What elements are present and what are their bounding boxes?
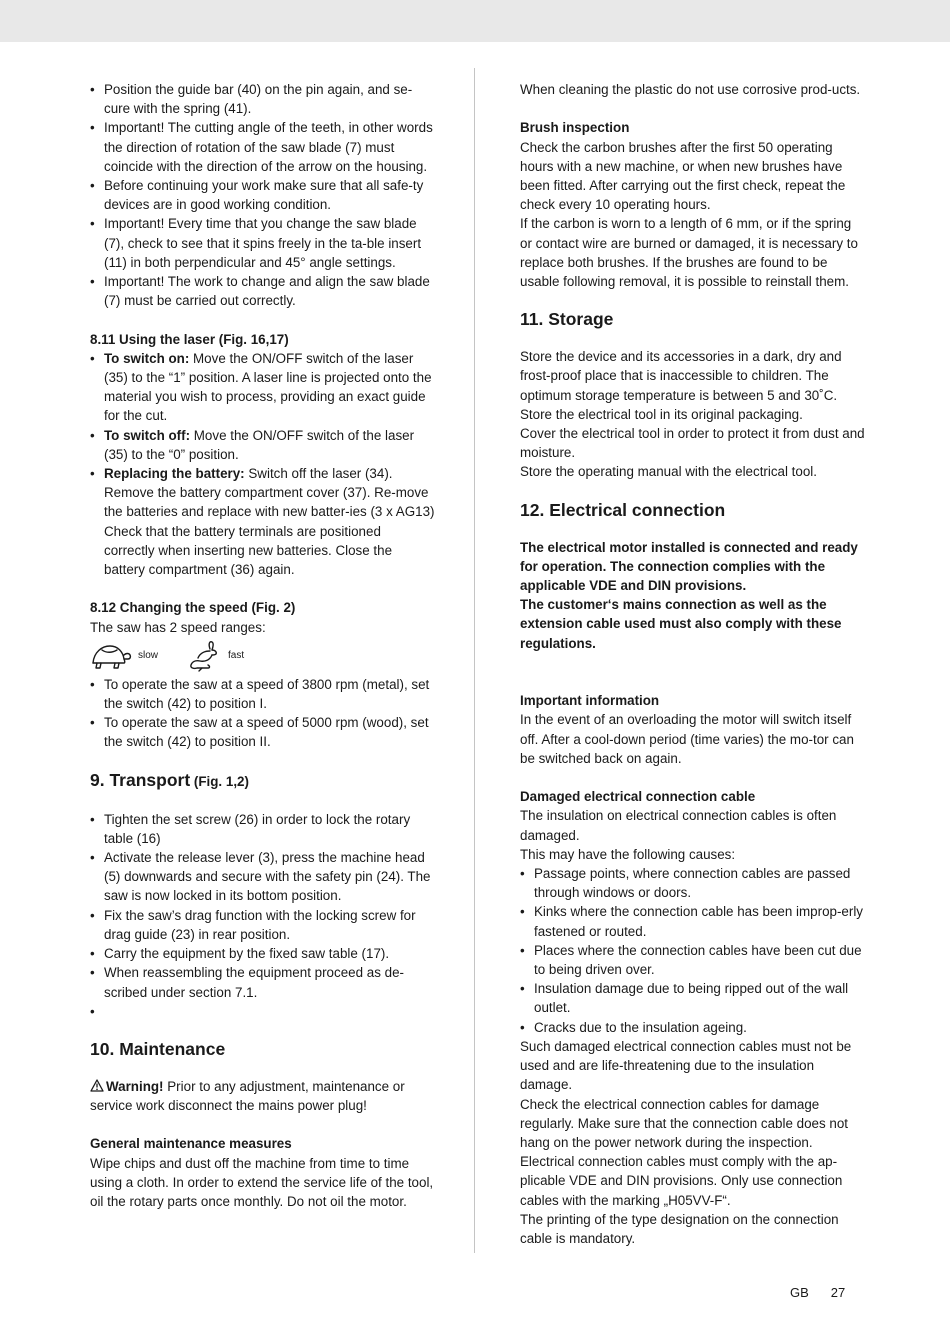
turtle-icon — [90, 641, 132, 671]
cleaning-text: When cleaning the plastic do not use corrosive prod-ucts. — [520, 82, 861, 97]
laser-item-label: To switch off: — [104, 427, 191, 443]
list-item: • Before continuing your work make sure that all safe-ty devices are in good working condition. — [90, 176, 435, 214]
list-item: • Activate the release lever (3), press the machine head (5) downwards and secure with the safety pin (24). The saw is now locked in its bottom position. — [90, 848, 435, 906]
transport-heading-fig: (Fig. 1,2) — [190, 773, 249, 789]
damaged-cable-heading: Damaged electrical connection cable — [520, 789, 756, 805]
right-column — [520, 80, 865, 1248]
language-code: GB — [790, 1285, 809, 1300]
warning-text: Prior to any adjustment, maintenance or service work disconnect the mains power plug! — [90, 1078, 405, 1114]
damaged-intro: This may have the following causes: — [520, 846, 736, 862]
laser-list — [90, 349, 435, 579]
blade-bullets — [90, 80, 435, 310]
storage-line: Cover the electrical tool in order to protect it from dust and moisture. — [520, 426, 865, 461]
transport-list — [90, 810, 435, 1021]
storage-heading: 11. Storage — [520, 309, 614, 330]
list-item: • Important! The cutting angle of the teeth, in other words the direction of rotation of the saw blade (7) must coincide with the direction of the arrow on the housing. — [90, 118, 435, 176]
damaged-text: Check the electrical connection cables for damage regularly. Make sure that the connection cable does not hang on the power network during the inspection. — [520, 1096, 849, 1150]
speed-list — [90, 675, 435, 752]
laser-heading: 8.11 Using the laser (Fig. 16,17) — [90, 331, 289, 347]
list-item: • When reassembling the equipment proceed as de-scribed under section 7.1. — [90, 963, 435, 1001]
storage-line: Store the device and its accessories in a dark, dry and frost-proof place that is inaccessible to children. The optimum storage temperature is between 5 and 30˚C. — [520, 349, 842, 403]
storage-line: Store the operating manual with the electrical tool. — [520, 464, 817, 480]
damaged-intro: The insulation on electrical connection cables is often damaged. — [520, 808, 837, 843]
speed-intro: The saw has 2 speed ranges: — [90, 619, 266, 635]
speed-heading: 8.12 Changing the speed (Fig. 2) — [90, 600, 296, 616]
list-item — [90, 464, 435, 579]
list-item: • To operate the saw at a speed of 3800 rpm (metal), set the switch (42) to position I. — [90, 675, 435, 713]
maintenance-heading: 10. Maintenance — [90, 1038, 226, 1059]
transport-heading — [90, 769, 435, 793]
list-item: • Fix the saw’s drag function with the locking screw for drag guide (23) in rear position. — [90, 906, 435, 944]
speed-slow-label: slow — [138, 650, 159, 662]
brush-text: If the carbon is worn to a length of 6 mm, or if the spring or contact wire are burned or damaged, it is necessary to replace both brushes. If the brushes are found to be usable following removal, it is possible to reinstall them. — [520, 216, 858, 290]
electrical-heading: 12. Electrical connection — [520, 499, 726, 520]
left-column — [90, 80, 435, 1211]
list-item: • Cracks due to the insulation ageing. — [520, 1018, 865, 1037]
warning-paragraph — [90, 1077, 435, 1115]
header-band — [0, 0, 950, 42]
damage-causes-list — [520, 864, 865, 1037]
rabbit-icon — [188, 640, 222, 672]
laser-item-label: To switch on: — [104, 350, 190, 366]
list-item — [90, 349, 435, 426]
list-item: • Important! Every time that you change the saw blade (7), check to see that it spins freely in the ta-ble insert (11) in both perpendicular and 45° angle settings. — [90, 214, 435, 272]
general-maintenance-text: Wipe chips and dust off the machine from time to time using a cloth. In order to extend the service life of the tool, oil the rotary parts once monthly. Do not oil the motor. — [90, 1155, 434, 1210]
list-item: • Carry the equipment by the fixed saw table (17). — [90, 944, 435, 963]
damaged-text: Electrical connection cables must comply with the ap-plicable VDE and DIN provisions. Only use connection cables with the marking „H05VV-F“. — [520, 1154, 843, 1208]
electrical-bold-text: The electrical motor installed is connected and ready for operation. The connection complies with the applicable VDE and DIN provisions. — [520, 539, 858, 594]
column-divider — [474, 68, 475, 1253]
page-footer — [790, 1283, 867, 1302]
list-item: • Insulation damage due to being ripped out of the wall outlet. — [520, 979, 865, 1017]
laser-item-text: Switch off the laser (34). Remove the battery compartment cover (37). Re-move the batteries and replace with new batter-ies (3 x AG13) Check that the battery terminals are positioned correctly when inserting new batteries. Close the battery compartment (36) again. — [104, 466, 435, 578]
list-item: • Important! The work to change and align the saw blade (7) must be carried out correctly. — [90, 272, 435, 310]
list-item: • To operate the saw at a speed of 5000 rpm (wood), set the switch (42) to position II. — [90, 713, 435, 751]
list-item — [90, 426, 435, 464]
list-item: • Tighten the set screw (26) in order to lock the rotary table (16) — [90, 810, 435, 848]
electrical-bold-text: The customer‘s mains connection as well as the extension cable used must also comply with these regulations. — [520, 597, 842, 651]
laser-item-text: Move the ON/OFF switch of the laser (35) to the “0” position. — [104, 427, 415, 462]
list-item: • Kinks where the connection cable has been improp-erly fastened or routed. — [520, 902, 865, 940]
page-number: 27 — [830, 1285, 846, 1300]
damaged-text: Such damaged electrical connection cables must not be used and are life-threatening due to the insulation damage. — [520, 1038, 852, 1093]
important-text: In the event of an overloading the motor will switch itself off. After a cool-down period (time varies) the mo-tor can be switched back on again. — [520, 712, 854, 766]
damaged-text: The printing of the type designation on the connection cable is mandatory. — [520, 1211, 839, 1246]
list-item: • Places where the connection cables have been cut due to being driven over. — [520, 941, 865, 979]
important-heading: Important information — [520, 693, 660, 709]
storage-line: Store the electrical tool in its original packaging. — [520, 406, 803, 422]
laser-item-label: Replacing the battery: — [104, 466, 245, 482]
speed-fast-label: fast — [228, 650, 245, 662]
list-item — [90, 1002, 435, 1021]
laser-item-text: Move the ON/OFF switch of the laser (35) to the “1” position. A laser line is projected onto the material you wish to process, providing an exact guide for the cut. — [104, 350, 432, 424]
general-maintenance-heading: General maintenance measures — [90, 1136, 292, 1152]
list-item: • Passage points, where connection cables are passed through windows or doors. — [520, 864, 865, 902]
warning-icon — [90, 1079, 104, 1092]
brush-text: Check the carbon brushes after the first 50 operating hours with a new machine, or when new brushes have been fitted. After carrying out the first check, repeat the check every 10 operating hours. — [520, 139, 846, 213]
speed-icons — [90, 637, 435, 675]
warning-label: Warning! — [106, 1078, 164, 1094]
list-item: • Position the guide bar (40) on the pin again, and se-cure with the spring (41). — [90, 80, 435, 118]
transport-heading-text: 9. Transport — [90, 769, 191, 790]
brush-heading: Brush inspection — [520, 120, 630, 136]
